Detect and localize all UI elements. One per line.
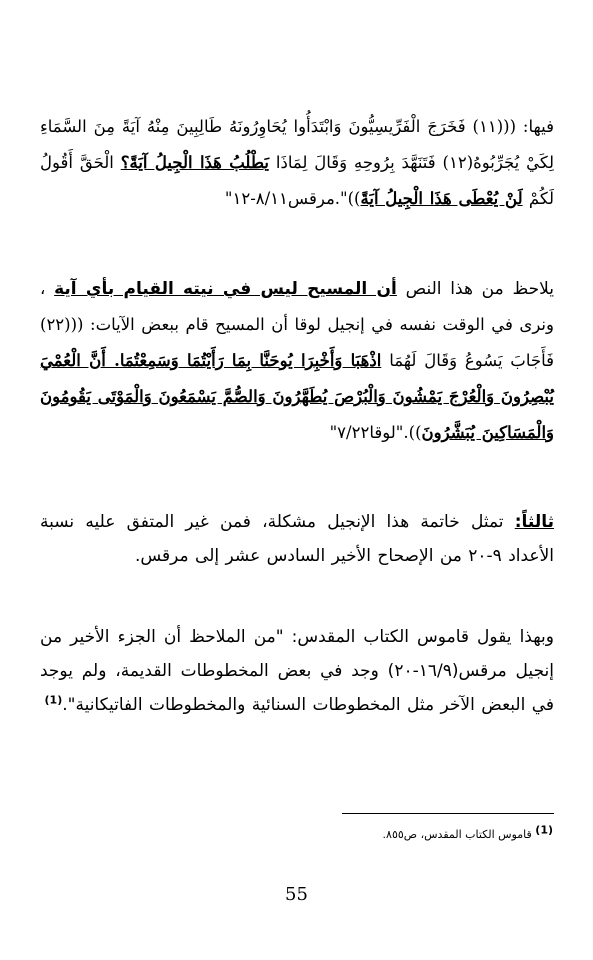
footnote-separator [342, 813, 554, 814]
dictionary-quote-text: وبهذا يقول قاموس الكتاب المقدس: "من الملاحظ أن الجزء الأخير من إنجيل مرقس(١٦/٩-٢٠) وجد في بعض المخطوطات القديمة، ولم يوجد في البعض الآخر مثل المخطوطات السنائية والمخطوطات الفاتيكانية". [40, 627, 554, 715]
paragraph-dictionary-quote [40, 620, 554, 722]
footnote-text: قاموس الكتاب المقدس، ص٨٥٥. [382, 828, 532, 841]
footnote-marker: (1) [535, 823, 553, 837]
mark-quote-text-2: الْحَقَّ أَقُولُ لَكُمْ [40, 152, 554, 208]
footnote-reference-marker[interactable]: (1) [44, 693, 63, 707]
luke-quote-reference: ))."لوقا٧/٢٢" [329, 423, 422, 442]
luke-quote-text: ، ونرى في الوقت نفسه في إنجيل لوقا أن المسيح قام ببعض الآيات: (((٢٢) فَأَجَابَ يَسُوعُ وَقَالَ لَهُمَا [40, 279, 554, 370]
third-point-text: تمثل خاتمة هذا الإنجيل مشكلة، فمن غير المتفق عليه نسبة الأعداد ٩-٢٠ من الإصحاح الأخير السادس عشر إلى مرقس. [40, 512, 554, 566]
paragraph-mark-quote [40, 109, 554, 217]
mark-quote-reference: ))".مرقس٨/١١-١٢" [224, 188, 361, 208]
page-number: 55 [285, 884, 308, 905]
luke-quote-emphasis: اذْهَبَا وَأَخْبِرَا يُوحَنَّا بِمَا رَأَيْتُمَا وَسَمِعْتُمَا. أَنَّ الْعُمْيَ يُبْصِرُونَ وَالْعُرْجَ يَمْشُونَ وَالْبُرْصَ يُطَهَّرُونَ وَالصُّمَّ يَسْمَعُونَ وَالْمَوْتَى يَقُومُونَ وَالْمَسَاكِينَ يُبَشَّرُونَ [40, 351, 554, 442]
observation-text: يلاحظ من هذا النص [405, 279, 555, 299]
mark-quote-emphasis-2: لَنْ يُعْطَى هَذَا الْجِيلُ آيَةً [360, 188, 523, 208]
mark-quote-text: فيها: (((١١) فَخَرَجَ الْفَرِّيسِيُّونَ وَابْتَدَأُوا يُحَاوِرُونَهُ طَالِبِينَ مِنْهُ آيَةً مِنَ السَّمَاءِ لِكَيْ يُجَرِّبُوهُ(١٢) فَتَنَهَّدَ بِرُوحِهِ وَقَالَ لِمَاذَا [40, 116, 554, 172]
paragraph-luke-observation [40, 271, 554, 451]
observation-emphasis: أن المسيح ليس في نيته القيام بأي آية [54, 279, 397, 299]
third-point-heading: ثالثاً: [514, 512, 555, 532]
footnote [382, 823, 553, 844]
mark-quote-emphasis-1: يَطْلُبُ هَذَا الْجِيلُ آيَةً؟ [120, 152, 270, 172]
paragraph-third-point [40, 505, 554, 573]
